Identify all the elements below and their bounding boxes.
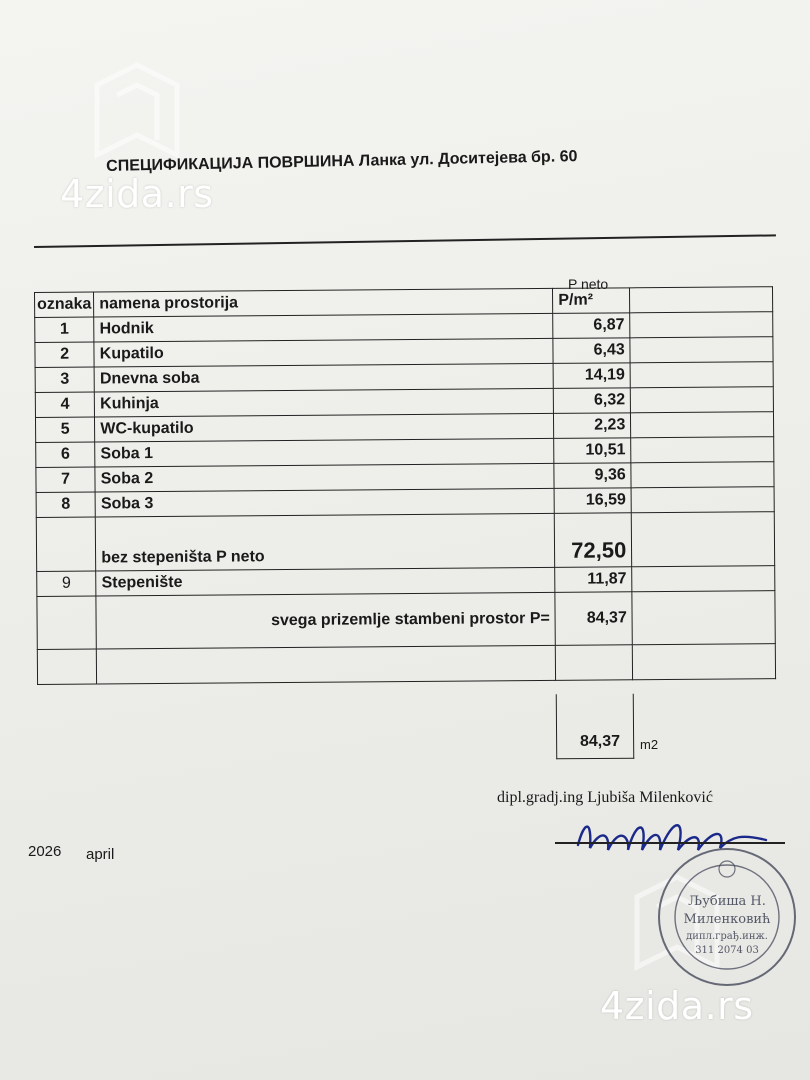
row-namena: Dnevna soba — [94, 363, 553, 392]
official-stamp-icon — [655, 845, 800, 990]
row-oznaka: 1 — [35, 317, 94, 342]
row-area: 6,32 — [554, 388, 631, 414]
row-oznaka: 8 — [36, 492, 95, 517]
stamp-line1: Љубиша Н. — [688, 894, 766, 909]
row-oznaka: 3 — [35, 367, 94, 392]
watermark-logo-icon — [92, 60, 182, 170]
row-area: 9,36 — [554, 463, 631, 489]
total-label: svega prizemlje stambeni prostor P= — [96, 592, 555, 649]
area-table — [34, 286, 776, 685]
row-oznaka: 4 — [35, 392, 94, 417]
row-area: 6,43 — [553, 338, 630, 364]
grand-total-unit: m2 — [640, 737, 659, 752]
stamp-line4: 311 2074 03 — [695, 945, 759, 956]
total-row — [37, 591, 776, 650]
row-namena: Stepenište — [96, 567, 555, 596]
date-year: 2026 — [28, 843, 62, 860]
watermark-text: 4zida.rs — [600, 984, 754, 1028]
signature-line — [555, 842, 785, 844]
engineer-name: dipl.gradj.ing Ljubiša Milenković — [497, 789, 713, 806]
row-oznaka: 7 — [36, 467, 95, 492]
row-namena: Kupatilo — [94, 338, 553, 367]
subtotal-row — [36, 512, 775, 572]
row-oznaka: 5 — [35, 417, 94, 442]
document-title: СПЕЦИФИКАЦИЈА ПОВРШИНА Ланка ул. Доситејева бр. 60 — [106, 148, 578, 175]
row-area: 10,51 — [554, 438, 631, 464]
row-area: 16,59 — [554, 488, 631, 514]
row-area: 2,23 — [554, 413, 631, 439]
column-header-namena: namena prostorija — [94, 288, 553, 317]
row-namena: WC-kupatilo — [95, 413, 554, 442]
row-namena: Kuhinja — [95, 388, 554, 417]
subtotal-label: bez stepeništa P neto — [96, 513, 555, 571]
row-area: 14,19 — [553, 363, 630, 389]
row-namena: Soba 1 — [95, 438, 554, 467]
row-oznaka: 9 — [37, 571, 96, 596]
row-namena: Soba 2 — [95, 463, 554, 492]
stamp-line3: дипл.грађ.инж. — [686, 931, 768, 942]
subtotal-value: 72,50 — [555, 513, 632, 568]
row-area: 6,87 — [553, 313, 630, 339]
watermark-text: 4zida.rs — [60, 172, 214, 216]
row-oznaka: 6 — [36, 442, 95, 467]
total-value: 84,37 — [555, 592, 632, 646]
row-area: 11,87 — [555, 567, 632, 593]
date-month: april — [86, 846, 115, 863]
title-underline — [34, 234, 776, 248]
p-neto-header-note: P neto — [568, 276, 609, 292]
row-namena: Soba 3 — [95, 488, 554, 517]
row-namena: Hodnik — [94, 313, 553, 342]
column-header-unit: P/m² — [553, 288, 630, 314]
stamp-line2: Миленковић — [683, 912, 771, 927]
empty-row — [37, 644, 776, 685]
row-oznaka: 2 — [35, 342, 94, 367]
column-header-oznaka: oznaka — [35, 292, 94, 317]
grand-total-value: 84,37 — [580, 733, 621, 750]
